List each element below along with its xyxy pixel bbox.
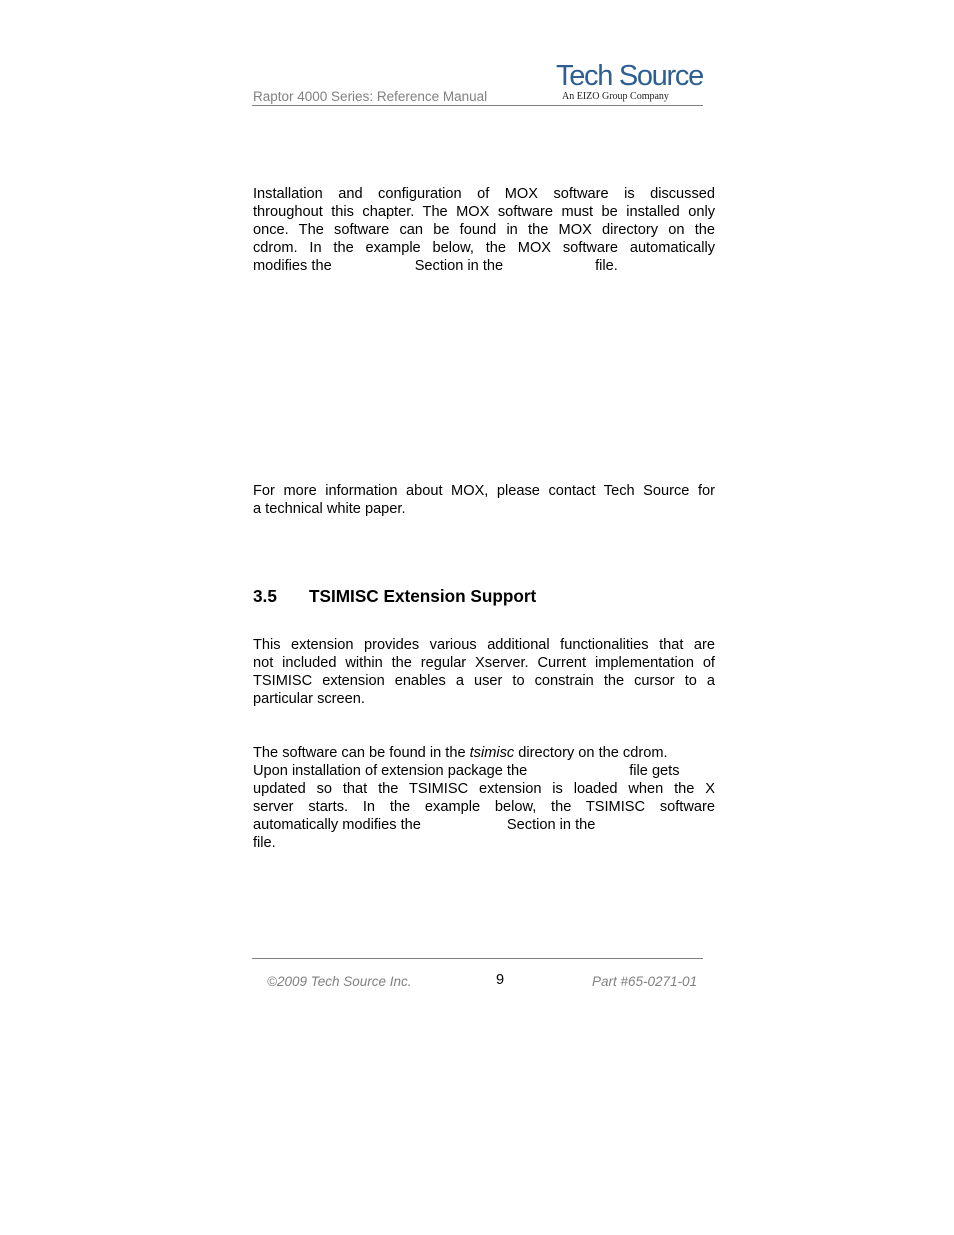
tsimisc-install-line <box>253 744 715 762</box>
intro-paragraph <box>253 185 715 275</box>
tsimisc-install-fragment: Section in the <box>506 817 596 833</box>
tsimisc-intro-line: particular screen. <box>253 691 365 707</box>
intro-line: Installation and configuration of MOX software is discussed <box>253 186 715 202</box>
header-divider <box>252 105 703 106</box>
tsimisc-intro-line: not included within the regular Xserver. Current implementation of <box>253 655 715 671</box>
tsimisc-install-line <box>253 816 715 834</box>
tsimisc-install-fragment: automatically modifies the <box>253 817 421 833</box>
intro-line <box>253 257 715 275</box>
tsimisc-install-fragment: The software can be found in the <box>253 745 466 761</box>
tsimisc-directory-name: tsimisc <box>469 745 515 761</box>
tsimisc-install-line: file. <box>253 835 276 851</box>
tsimisc-install-line: server starts. In the example below, the TSIMISC software <box>253 799 715 815</box>
manual-title: Raptor 4000 Series: Reference Manual <box>253 89 488 104</box>
tech-source-logo <box>556 60 706 104</box>
tsimisc-install-line: updated so that the TSIMISC extension is loaded when the X <box>253 781 715 797</box>
section-heading <box>253 586 536 607</box>
section-title: TSIMISC Extension Support <box>309 586 537 606</box>
tsimisc-intro-line: TSIMISC extension enables a user to constrain the cursor to a <box>253 673 715 689</box>
tsimisc-install-line <box>253 762 715 780</box>
tsimisc-intro-paragraph <box>253 636 715 708</box>
page-number: 9 <box>496 972 505 988</box>
more-info-line: For more information about MOX, please contact Tech Source for <box>253 483 715 499</box>
section-number: 3.5 <box>253 586 277 606</box>
intro-line: throughout this chapter. The MOX software must be installed only <box>253 204 715 220</box>
intro-text-fragment: file. <box>595 258 618 274</box>
tsimisc-intro-line: This extension provides various additional functionalities that are <box>253 637 715 653</box>
tsimisc-install-paragraph <box>253 744 715 852</box>
footer-divider <box>252 958 703 959</box>
intro-line: cdrom. In the example below, the MOX software automatically <box>253 240 715 256</box>
more-info-line: a technical white paper. <box>253 501 406 517</box>
logo-name: Tech Source <box>556 60 703 92</box>
intro-text-fragment: Section in the <box>414 258 504 274</box>
intro-text-fragment: modifies the <box>253 258 332 274</box>
tsimisc-install-fragment: Upon installation of extension package the <box>253 763 528 779</box>
tsimisc-install-fragment: file gets <box>629 763 680 779</box>
footer-copyright: ©2009 Tech Source Inc. <box>267 974 412 989</box>
tsimisc-install-fragment: directory on the cdrom. <box>518 745 668 761</box>
more-info-paragraph <box>253 482 715 518</box>
footer-part-number: Part #65-0271-01 <box>592 974 698 989</box>
logo-tagline: An EIZO Group Company <box>562 91 669 102</box>
intro-line: once. The software can be found in the MOX directory on the <box>253 222 715 238</box>
